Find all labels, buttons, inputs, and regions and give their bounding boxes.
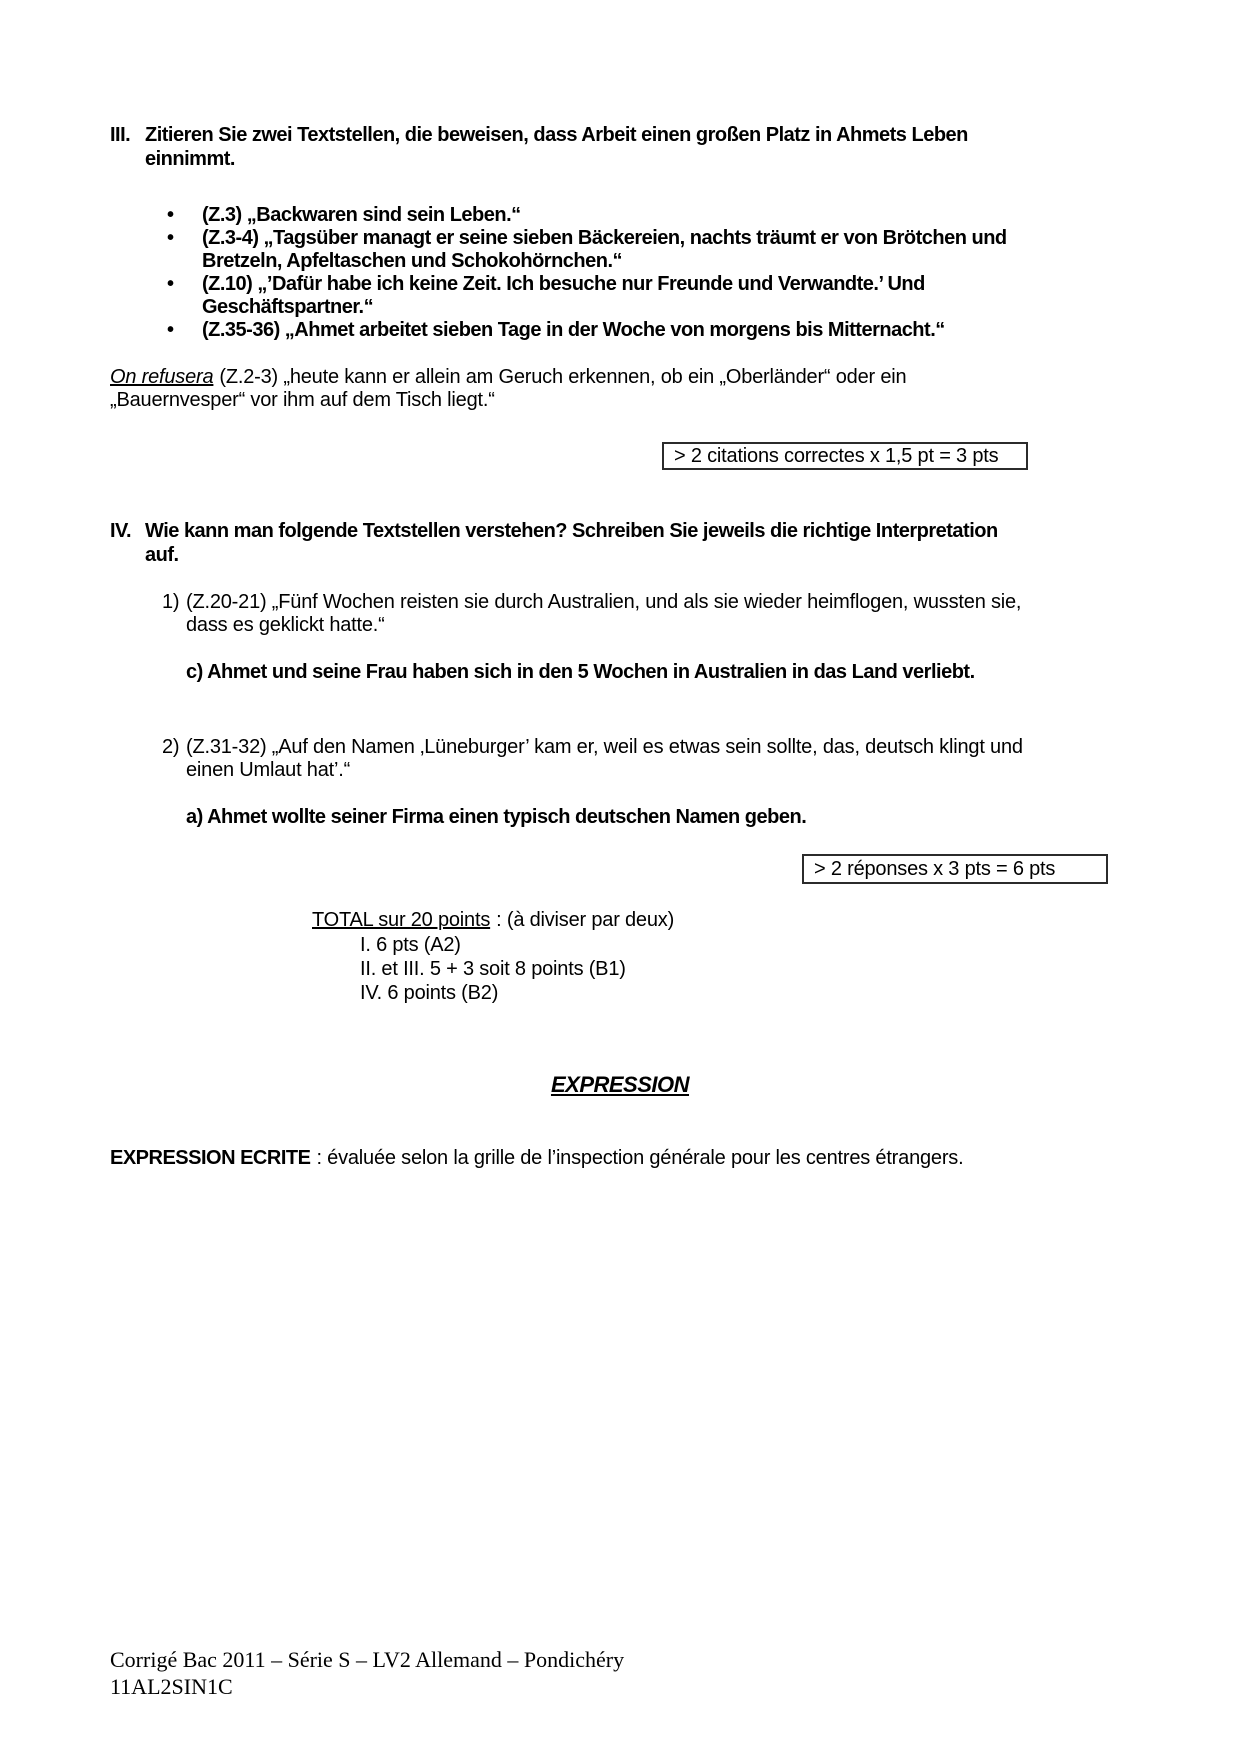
citation-item-3-line2: Geschäftspartner.“ [202, 296, 374, 318]
expression-ecrite-line [110, 1146, 963, 1170]
item-1-answer: c) Ahmet und seine Frau haben sich in den 5 Wochen in Australien in das Land verliebt. [186, 661, 975, 683]
citation-item-1-text: (Z.3) „Backwaren sind sein Leben.“ [202, 204, 521, 226]
section-iv-heading-line1 [110, 519, 998, 543]
item-2-quote-line2: einen Umlaut hat’.“ [186, 759, 351, 781]
citation-item-4 [167, 318, 945, 342]
item-2-answer: a) Ahmet wollte seiner Firma einen typisch deutschen Namen geben. [186, 806, 807, 828]
score-box-citations [662, 442, 1028, 470]
total-heading [312, 908, 674, 932]
footer-line2: 11AL2SIN1C [110, 1674, 233, 1699]
item-1-quote-line2: dass es geklickt hatte.“ [186, 614, 385, 636]
refusera-note-line2: „Bauernvesper“ vor ihm auf dem Tisch liegt.“ [110, 389, 495, 411]
score-box-reponses-text: > 2 réponses x 3 pts = 6 pts [814, 857, 1056, 880]
citation-item-1 [167, 203, 521, 227]
bullet-icon: • [167, 273, 174, 295]
total-heading-underlined: TOTAL sur 20 points [312, 909, 491, 931]
item-1-number: 1) [162, 591, 180, 613]
item-2-number: 2) [162, 736, 180, 758]
bullet-icon: • [167, 227, 174, 249]
total-line-3: IV. 6 points (B2) [360, 982, 499, 1004]
bullet-icon: • [167, 319, 174, 341]
total-line-1: I. 6 pts (A2) [360, 934, 461, 956]
bullet-icon: • [167, 204, 174, 226]
expression-ecrite-label: EXPRESSION ECRITE [110, 1147, 311, 1169]
total-line-2: II. et III. 5 + 3 soit 8 points (B1) [360, 958, 626, 980]
item-2-quote-line1 [162, 735, 1023, 759]
section-iii-heading-line1 [110, 123, 968, 147]
citation-item-2-line2: Bretzeln, Apfeltaschen und Schokohörnchen.“ [202, 250, 623, 272]
item-1-quote-line1 [162, 590, 1021, 614]
citation-item-4-text: (Z.35-36) „Ahmet arbeitet sieben Tage in der Woche von morgens bis Mitternacht.“ [202, 319, 945, 341]
footer-line1: Corrigé Bac 2011 – Série S – LV2 Allemand – Pondichéry [110, 1647, 625, 1672]
score-box-reponses [802, 854, 1108, 884]
expression-heading: EXPRESSION [550, 1072, 690, 1097]
citation-item-2-line1 [167, 226, 1007, 250]
citation-item-2-text1: (Z.3-4) „Tagsüber managt er seine sieben Bäckereien, nachts träumt er von Brötchen und [202, 227, 1007, 249]
score-box-citations-text: > 2 citations correctes x 1,5 pt = 3 pts [674, 444, 999, 467]
section-iii-heading-text: Zitieren Sie zwei Textstellen, die beweisen, dass Arbeit einen großen Platz in Ahmets Leben [145, 124, 968, 146]
refusera-note-line1 [110, 365, 906, 389]
section-iv-heading-text: Wie kann man folgende Textstellen verstehen? Schreiben Sie jeweils die richtige Interpretation [145, 520, 998, 542]
item-2-quote-text1: (Z.31-32) „Auf den Namen ‚Lüneburger’ kam er, weil es etwas sein sollte, das, deutsch klingt und [186, 736, 1023, 758]
total-heading-rest: : (à diviser par deux) [496, 909, 675, 931]
section-iv-marker: IV. [110, 520, 132, 542]
item-1-quote-text1: (Z.20-21) „Fünf Wochen reisten sie durch Australien, und als sie wieder heimflogen, wussten sie, [186, 591, 1022, 613]
refusera-rest: (Z.2-3) „heute kann er allein am Geruch erkennen, ob ein „Oberländer“ oder ein [219, 366, 907, 388]
refusera-lead: On refusera [110, 366, 214, 388]
citation-item-3-text1: (Z.10) „’Dafür habe ich keine Zeit. Ich besuche nur Freunde und Verwandte.’ Und [202, 273, 925, 295]
section-iii-marker: III. [110, 124, 131, 146]
section-iii-heading-line2: einnimmt. [145, 148, 235, 170]
expression-ecrite-text: : évaluée selon la grille de l’inspection générale pour les centres étrangers. [316, 1147, 964, 1169]
section-iv-heading-line2: auf. [145, 544, 179, 566]
citation-item-3-line1 [167, 272, 925, 296]
